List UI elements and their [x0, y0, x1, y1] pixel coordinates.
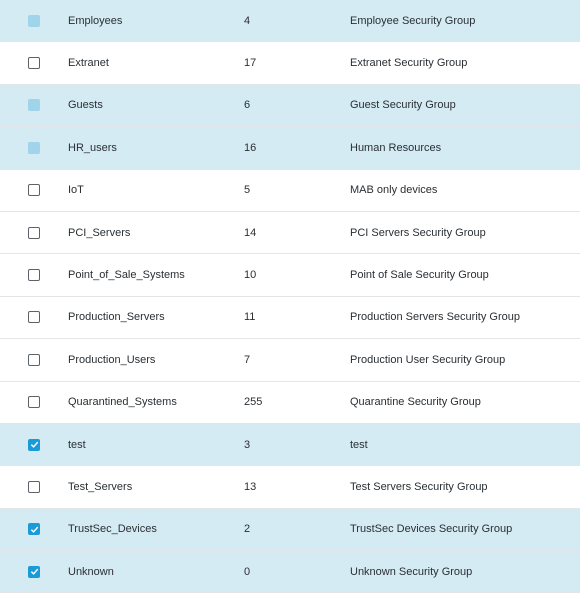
group-name: Production_Servers: [68, 311, 165, 324]
group-count: 17: [244, 57, 257, 70]
group-name: TrustSec_Devices: [68, 523, 157, 536]
table-row[interactable]: [0, 170, 580, 212]
group-description: Guest Security Group: [350, 99, 456, 112]
group-name: Guests: [68, 99, 103, 112]
table-row[interactable]: [0, 551, 580, 593]
group-description: Employee Security Group: [350, 14, 476, 27]
table-row[interactable]: [0, 509, 580, 551]
group-description: Point of Sale Security Group: [350, 269, 489, 282]
group-name: test: [68, 438, 86, 451]
row-checkbox-checked[interactable]: [28, 566, 40, 578]
group-description: Test Servers Security Group: [350, 480, 488, 493]
group-name: Quarantined_Systems: [68, 396, 177, 409]
table-row[interactable]: [0, 382, 580, 424]
group-count: 13: [244, 480, 257, 493]
group-description: Production User Security Group: [350, 353, 506, 366]
group-name: Unknown: [68, 565, 114, 578]
table-row[interactable]: [0, 424, 580, 466]
group-count: 3: [244, 438, 251, 451]
table-row[interactable]: [0, 85, 580, 127]
table-row[interactable]: [0, 127, 580, 169]
row-checkbox[interactable]: [28, 481, 40, 493]
group-name: Production_Users: [68, 353, 156, 366]
group-count: 16: [244, 141, 257, 154]
table-row[interactable]: [0, 212, 580, 254]
group-name: Point_of_Sale_Systems: [68, 269, 185, 282]
table-row[interactable]: [0, 466, 580, 508]
group-name: PCI_Servers: [68, 226, 131, 239]
group-name: HR_users: [68, 141, 117, 154]
group-description: Quarantine Security Group: [350, 396, 481, 409]
table-row[interactable]: [0, 297, 580, 339]
group-name: Test_Servers: [68, 480, 133, 493]
group-description: Unknown Security Group: [350, 565, 473, 578]
table-row[interactable]: [0, 42, 580, 84]
row-checkbox-checked[interactable]: [28, 439, 40, 451]
group-count: 2: [244, 523, 251, 536]
group-description: test: [350, 438, 368, 451]
group-name: IoT: [68, 184, 84, 197]
group-name: Extranet: [68, 57, 109, 70]
group-description: PCI Servers Security Group: [350, 226, 486, 239]
row-checkbox[interactable]: [28, 311, 40, 323]
group-description: MAB only devices: [350, 184, 438, 197]
row-checkbox[interactable]: [28, 269, 40, 281]
group-count: 14: [244, 226, 257, 239]
row-checkbox-partial[interactable]: [28, 99, 40, 111]
table-row[interactable]: [0, 0, 580, 42]
group-description: Human Resources: [350, 141, 442, 154]
row-checkbox-partial[interactable]: [28, 15, 40, 27]
group-description: Extranet Security Group: [350, 57, 468, 70]
row-checkbox[interactable]: [28, 57, 40, 69]
checkmark-icon: [30, 440, 39, 449]
group-name: Employees: [68, 14, 123, 27]
row-checkbox[interactable]: [28, 227, 40, 239]
table-row[interactable]: [0, 254, 580, 296]
group-count: 5: [244, 184, 251, 197]
table-row[interactable]: [0, 339, 580, 381]
row-checkbox[interactable]: [28, 354, 40, 366]
checkmark-icon: [30, 525, 39, 534]
checkmark-icon: [30, 567, 39, 576]
group-count: 11: [244, 311, 256, 324]
group-description: TrustSec Devices Security Group: [350, 523, 513, 536]
group-count: 0: [244, 565, 251, 578]
row-checkbox-partial[interactable]: [28, 142, 40, 154]
group-count: 255: [244, 396, 263, 409]
group-count: 10: [244, 269, 257, 282]
group-description: Production Servers Security Group: [350, 311, 520, 324]
group-count: 4: [244, 14, 251, 27]
row-checkbox-checked[interactable]: [28, 523, 40, 535]
row-checkbox[interactable]: [28, 184, 40, 196]
group-count: 6: [244, 99, 251, 112]
row-checkbox[interactable]: [28, 396, 40, 408]
group-count: 7: [244, 353, 251, 366]
